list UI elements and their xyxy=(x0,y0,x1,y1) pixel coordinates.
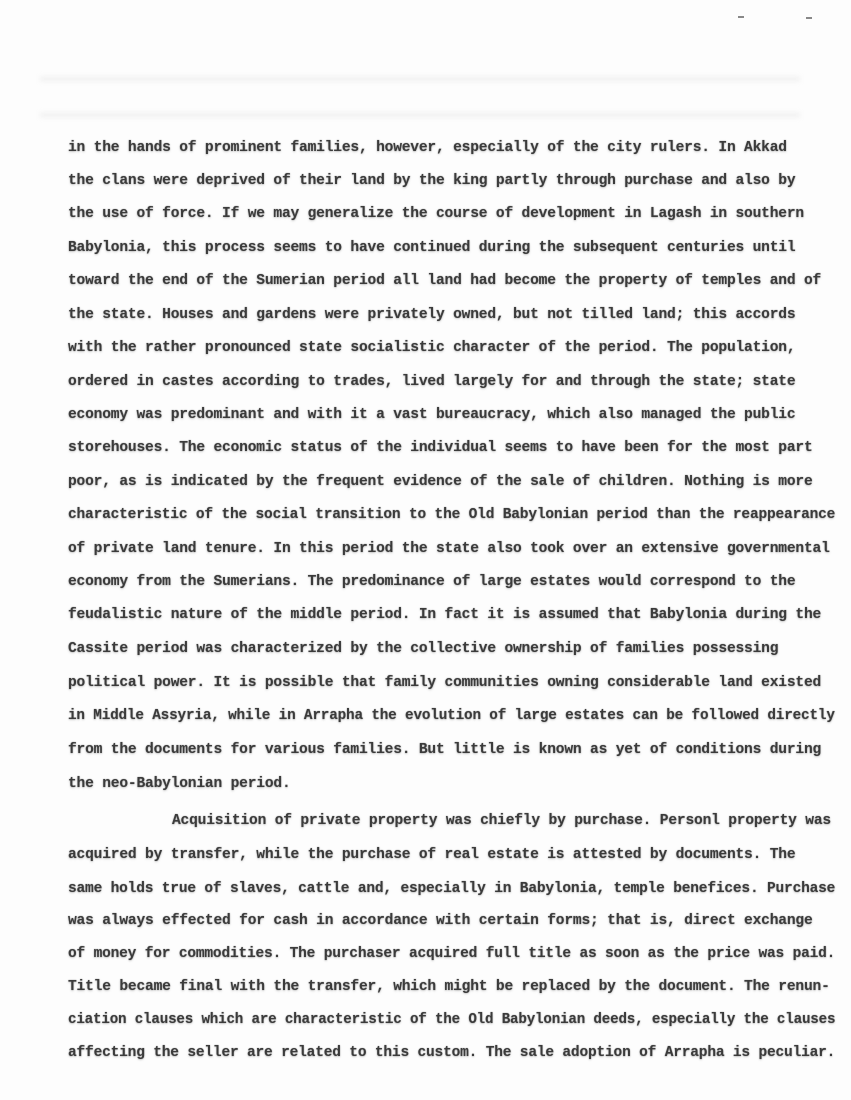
text-line: acquired by transfer, while the purchase of real estate is attested by documents. The xyxy=(68,847,796,863)
text-line: characteristic of the social transition to the Old Babylonian period than the reappearance xyxy=(68,507,836,523)
text-line: in Middle Assyria, while in Arrapha the evolution of large estates can be followed directly xyxy=(68,708,835,724)
text-line: the neo-Babylonian period. xyxy=(68,776,291,792)
text-line: in the hands of prominent families, however, especially of the city rulers. In Akkad xyxy=(68,140,787,156)
scan-mark xyxy=(738,16,744,18)
text-line: the use of force. If we may generalize the course of development in Lagash in southern xyxy=(68,206,804,222)
text-line: storehouses. The economic status of the individual seems to have been for the most part xyxy=(68,440,813,456)
text-line: the state. Houses and gardens were privately owned, but not tilled land; this accords xyxy=(68,307,796,323)
text-line: feudalistic nature of the middle period. In fact it is assumed that Babylonia during the xyxy=(68,607,822,623)
text-line: poor, as is indicated by the frequent evidence of the sale of children. Nothing is more xyxy=(68,474,813,490)
text-line: of money for commodities. The purchaser acquired full title as soon as the price was paid. xyxy=(68,946,836,962)
text-line: was always effected for cash in accordance with certain forms; that is, direct exchange xyxy=(68,913,813,929)
text-line: ordered in castes according to trades, lived largely for and through the state; state xyxy=(68,374,796,390)
scan-mark xyxy=(806,17,812,19)
text-line: from the documents for various families. But little is known as yet of conditions during xyxy=(68,742,822,758)
text-line: affecting the seller are related to this custom. The sale adoption of Arrapha is peculiar. xyxy=(68,1045,836,1061)
text-line: toward the end of the Sumerian period all land had become the property of temples and of xyxy=(68,273,822,289)
text-line: with the rather pronounced state socialistic character of the period. The population, xyxy=(68,340,796,356)
paragraph-first-line: Acquisition of private property was chiefly by purchase. Personl property was xyxy=(172,813,831,829)
text-line: economy was predominant and with it a vast bureaucracy, which also managed the public xyxy=(68,407,796,423)
bleed-through-text xyxy=(40,76,800,82)
text-line: Title became final with the transfer, which might be replaced by the document. The renun- xyxy=(68,979,830,995)
text-line: the clans were deprived of their land by the king partly through purchase and also by xyxy=(68,173,796,189)
text-line: ciation clauses which are characteristic of the Old Babylonian deeds, especially the clauses xyxy=(68,1012,836,1028)
text-line: same holds true of slaves, cattle and, especially in Babylonia, temple benefices. Purchase xyxy=(68,881,836,897)
text-line: political power. It is possible that family communities owning considerable land existed xyxy=(68,675,822,691)
text-line: Cassite period was characterized by the collective ownership of families possessing xyxy=(68,641,779,657)
text-line: economy from the Sumerians. The predominance of large estates would correspond to the xyxy=(68,574,796,590)
text-line: Babylonia, this process seems to have continued during the subsequent centuries until xyxy=(68,240,796,256)
text-line: of private land tenure. In this period the state also took over an extensive governmental xyxy=(68,541,830,557)
bleed-through-text xyxy=(40,112,800,118)
